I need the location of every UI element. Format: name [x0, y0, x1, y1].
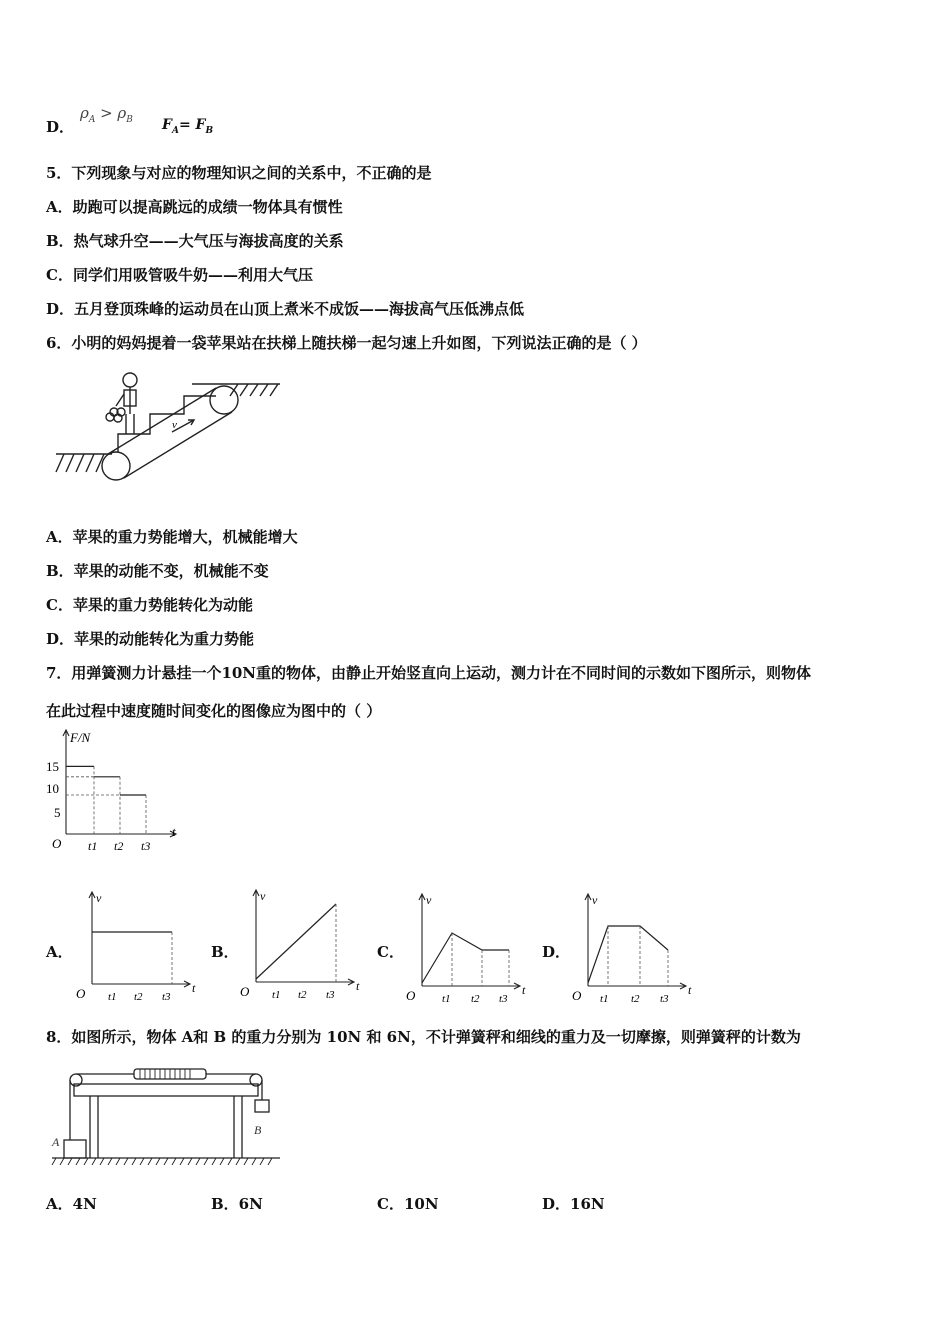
t-tick-3: t3: [499, 993, 508, 1005]
q7-option-c-label: C．: [377, 943, 404, 961]
q7-stem-line2: 在此过程中速度随时间变化的图像应为图中的（ ）: [46, 702, 382, 720]
block-b-label: B: [254, 1123, 262, 1137]
q6-option-c: C．苹果的重力势能转化为动能: [46, 596, 253, 614]
velocity-label: v: [172, 419, 177, 431]
q6-option-b: B．苹果的动能不变，机械能不变: [46, 562, 269, 580]
v-curve: [422, 933, 509, 983]
q5-option-a: A．助跑可以提高跳远的成绩一物体具有惯性: [46, 198, 343, 216]
v-label: v: [96, 891, 102, 905]
q8-stem: 8．如图所示，物体 A和 B 的重力分别为 10N 和 6N，不计弹簧秤和细线的重力及一切摩擦，则弹簧秤的计数为: [46, 1028, 801, 1046]
origin-label: O: [572, 988, 582, 1003]
t-tick-1: t1: [600, 993, 609, 1005]
force-time-graph: [44, 726, 194, 856]
q7-option-d-label: D．: [542, 943, 571, 961]
t-label: t: [356, 979, 360, 993]
q7-stem-line1: 7．用弹簧测力计悬挂一个10N重的物体，由静止开始竖直向上运动，测力计在不同时间的示数如下图所示，则物体: [46, 664, 812, 682]
v-label: v: [426, 893, 432, 907]
q5-option-d: D．五月登顶珠峰的运动员在山顶上煮米不成饭——海拔高气压低沸点低: [46, 300, 525, 318]
t-label: t: [522, 983, 526, 997]
v-label: v: [260, 889, 266, 903]
q6-stem: 6．小明的妈妈提着一袋苹果站在扶梯上随扶梯一起匀速上升如图，下列说法正确的是（ ）: [46, 334, 647, 352]
q6-option-a: A．苹果的重力势能增大，机械能增大: [46, 528, 298, 546]
t-tick-2: t2: [631, 993, 640, 1005]
block-a-label: A: [52, 1135, 60, 1149]
t-label: t: [192, 981, 196, 995]
t-label: t: [688, 983, 692, 997]
force-ytick-10: 10: [46, 781, 59, 796]
velocity-graph-d: [568, 888, 698, 1008]
q4-option-d: [46, 116, 74, 137]
t-tick-3: t3: [326, 989, 335, 1001]
t-tick-2: t2: [471, 993, 480, 1005]
origin-label: O: [406, 988, 416, 1003]
velocity-graph-a: [72, 886, 202, 1006]
force-xtick-t3: t3: [141, 839, 151, 853]
t-tick-1: t1: [272, 989, 281, 1001]
t-tick-1: t1: [442, 993, 451, 1005]
q8-option-b: B．6N: [211, 1195, 263, 1213]
t-tick-2: t2: [298, 989, 307, 1001]
origin-label: O: [76, 986, 86, 1001]
q7-option-a-label: A．: [46, 943, 73, 961]
q4-density-relation: $\rho_A > \rho_B$: [80, 104, 133, 125]
q5-option-b: B．热气球升空——大气压与海拔高度的关系: [46, 232, 344, 250]
q5-stem: 5．下列现象与对应的物理知识之间的关系中，不正确的是: [46, 164, 432, 182]
spring-scale-figure: [48, 1066, 288, 1176]
q5-option-c: C．同学们用吸管吸牛奶——利用大气压: [46, 266, 313, 284]
q8-option-d: D．16N: [542, 1195, 605, 1213]
force-xtick-t1: t1: [88, 839, 98, 853]
velocity-graph-c: [402, 888, 532, 1008]
force-xtick-t2: t2: [114, 839, 124, 853]
force-ytick-5: 5: [54, 805, 61, 820]
force-xlabel: t: [172, 824, 176, 839]
v-label: v: [592, 893, 598, 907]
velocity-graph-b: [236, 884, 366, 1004]
t-tick-3: t3: [162, 991, 171, 1003]
t-tick-1: t1: [108, 991, 117, 1003]
force-origin: O: [52, 836, 62, 851]
q4-force-relation: $F_A= F_B$: [162, 117, 214, 136]
v-curve: [588, 926, 668, 983]
force-ylabel: F/N: [70, 730, 91, 745]
q8-option-c: C．10N: [377, 1195, 439, 1213]
q7-option-b-label: B．: [211, 943, 239, 961]
t-tick-2: t2: [134, 991, 143, 1003]
option-label: D．: [46, 118, 75, 136]
t-tick-3: t3: [660, 993, 669, 1005]
force-ytick-15: 15: [46, 759, 59, 774]
escalator-figure: [52, 370, 292, 500]
v-curve: [256, 904, 336, 979]
origin-label: O: [240, 984, 250, 999]
q8-option-a: A．4N: [46, 1195, 97, 1213]
q6-option-d: D．苹果的动能转化为重力势能: [46, 630, 255, 648]
